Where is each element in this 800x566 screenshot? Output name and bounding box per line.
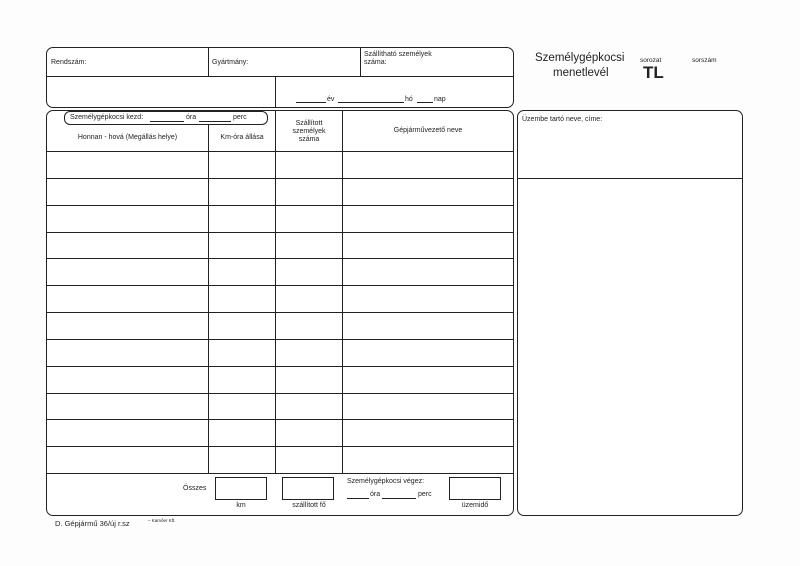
table-row-line [47, 393, 513, 394]
date-nap-label: nap [434, 96, 446, 103]
table-row-line [47, 285, 513, 286]
table-row-line [47, 258, 513, 259]
form-code: D. Gépjármű 36/új r.sz [55, 519, 130, 528]
uzembe-label: Üzembe tartó neve, címe: [522, 116, 603, 123]
rendszam-label: Rendszám: [51, 59, 87, 66]
szallitott-fo-label: szállított fő [292, 502, 326, 509]
kezd-perc-label: perc [233, 114, 247, 121]
col-header-szallitott-line2: személyek [292, 128, 326, 135]
title-line1: Személygépkocsi [535, 52, 625, 64]
table-row-line [47, 178, 513, 179]
table-row-line [47, 446, 513, 447]
sorozat-label: sorozat [640, 57, 662, 64]
col-header-szallitott-line3: száma [298, 136, 320, 143]
vegez-hour-blank [347, 498, 369, 499]
table-row-line [47, 419, 513, 420]
table-row-line [47, 366, 513, 367]
operator-panel [517, 110, 743, 516]
kezd-minute-blank [199, 121, 231, 122]
uzemido-label: üzemidő [461, 502, 489, 509]
date-ev-label: év [327, 96, 335, 103]
table-row-line [47, 312, 513, 313]
vegez-label: Személygépkocsi végez: [347, 478, 425, 485]
uzemido-field[interactable] [449, 477, 501, 500]
vegez-minute-blank [382, 498, 416, 499]
szallithato-label-line2: száma: [364, 59, 387, 66]
header-col-divider-2 [360, 48, 361, 76]
title-line2: menetlevél [553, 67, 609, 79]
operator-panel-divider [518, 178, 742, 179]
km-label: km [236, 502, 246, 509]
passenger-total-field[interactable] [282, 477, 334, 500]
table-row-line [47, 205, 513, 206]
date-month-blank [338, 102, 404, 103]
sorozat-value: TL [643, 63, 664, 82]
szallithato-label-line1: Szállítható személyek [364, 51, 432, 58]
col-header-km: Km-óra állása [220, 134, 264, 141]
kezd-hour-blank [150, 121, 184, 122]
header-date-divider [275, 77, 276, 107]
date-ho-label: hó [405, 96, 413, 103]
kezd-label: Személygépkocsi kezd: [70, 114, 144, 121]
kezd-ora-label: óra [186, 114, 197, 121]
header-divider [47, 76, 513, 77]
gyartmany-label: Gyártmány: [212, 59, 249, 66]
table-row-line [47, 151, 513, 152]
col-header-honnan: Honnan - hová (Megállás helye) [77, 134, 178, 141]
vegez-ora-label: óra [370, 491, 381, 498]
date-day-blank [417, 102, 433, 103]
osszes-label: Összes [183, 485, 207, 492]
sorszam-label: sorszám [692, 57, 717, 64]
header-col-divider-1 [208, 48, 209, 76]
col-header-gepjarmu: Gépjárművezető neve [393, 127, 463, 134]
date-year-blank [296, 102, 326, 103]
km-total-field[interactable] [215, 477, 267, 500]
table-row-line [47, 232, 513, 233]
table-row-line [47, 473, 513, 474]
publisher: – Kamőer Kft. [148, 518, 176, 523]
table-row-line [47, 339, 513, 340]
trip-table-box [46, 110, 514, 516]
col-header-szallitott-line1: Szállított [295, 120, 323, 127]
vegez-perc-label: perc [418, 491, 432, 498]
